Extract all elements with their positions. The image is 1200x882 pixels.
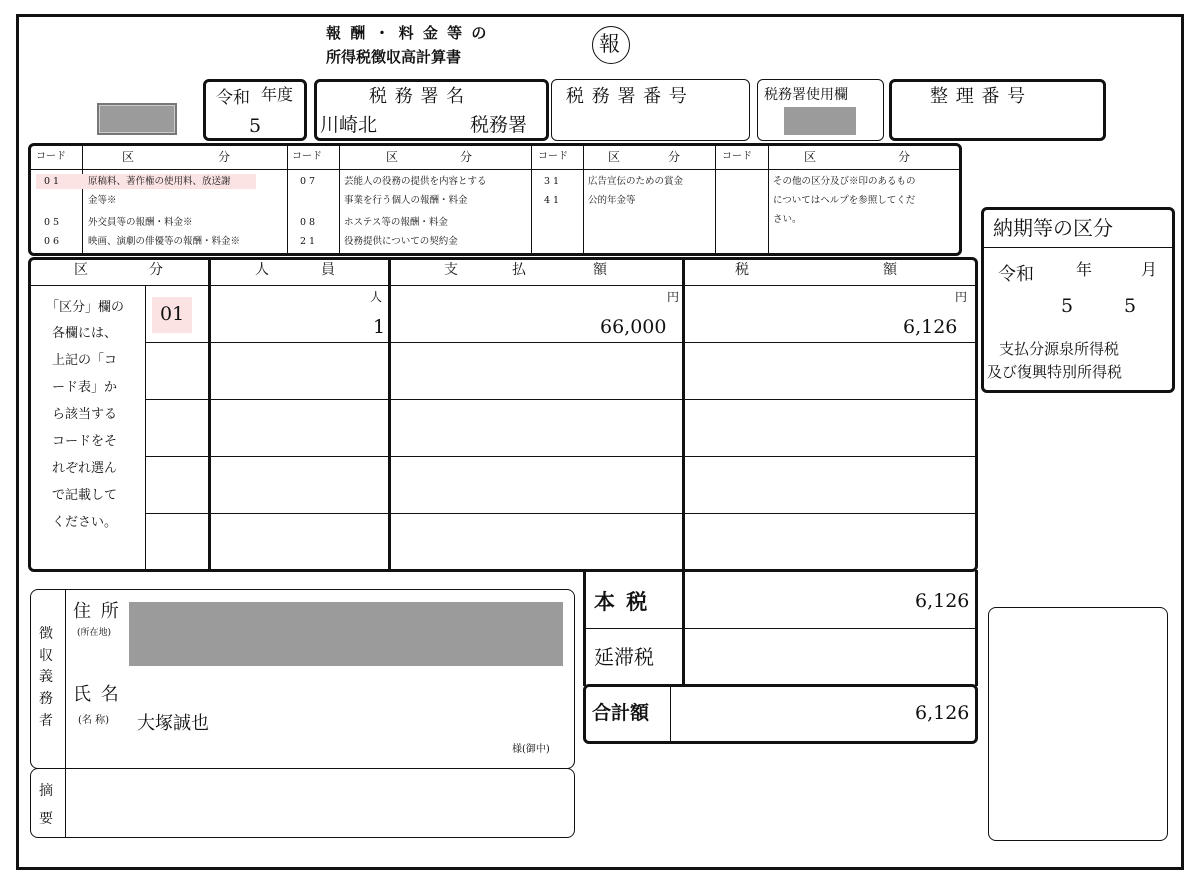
office-use-label: 税務署使用欄 (764, 87, 848, 103)
period-month-label: 月 (1141, 260, 1158, 279)
code-cell: 06 (44, 236, 63, 247)
code-desc: 金等※ (88, 195, 117, 206)
code-desc: ホステス等の報酬・料金 (344, 217, 448, 228)
honorific: 様(御中) (512, 744, 550, 755)
period-year[interactable]: 5 (1061, 295, 1074, 317)
code-desc: 公的年金等 (588, 195, 636, 206)
code-desc: その他の区分及び※印のあるもの (773, 176, 916, 187)
period-desc-2: 及び復興特別所得税 (987, 363, 1123, 381)
era-label: 令和 (216, 88, 250, 108)
code-cell: 01 (44, 176, 63, 187)
code-cell: 07 (300, 176, 319, 187)
payment-unit: 円 (667, 290, 680, 304)
row1-payment[interactable]: 66,000 (600, 316, 667, 338)
code-header-4: コード (722, 151, 752, 162)
period-year-label: 年 (1076, 260, 1093, 279)
header-pay-1: 支 (444, 262, 458, 278)
bun-header-2: 分 (460, 150, 473, 164)
delinquent-tax-label: 延滞税 (594, 645, 654, 669)
tax-office-number-label: 税 務 署 番 号 (566, 86, 688, 107)
header-people-1: 人 (255, 262, 269, 278)
code-cell: 41 (544, 195, 563, 206)
withholder-side-label: 徴 収 義 務 者 (39, 626, 53, 729)
note-line: ら該当する (52, 407, 118, 422)
tax-unit: 円 (955, 290, 968, 304)
address-redacted (129, 602, 563, 666)
note-line: 「区分」欄の (46, 300, 125, 315)
code-cell: 08 (300, 217, 319, 228)
address-label: 住 所 (73, 601, 121, 622)
bun-header-3: 分 (668, 150, 681, 164)
code-cell: 21 (300, 236, 319, 247)
kubun-header-4: 区 (804, 150, 817, 164)
code-cell: 31 (544, 176, 563, 187)
code-desc: についてはヘルプを参照してくだ (773, 195, 916, 206)
fiscal-year-value[interactable]: 5 (249, 115, 262, 137)
tax-office-label: 税 務 署 名 (369, 86, 466, 107)
header-pay-2: 払 (512, 262, 526, 278)
name-sub: (名 称) (78, 715, 109, 726)
note-line: 上記の「コ (52, 353, 118, 368)
address-sub: (所在地) (77, 628, 112, 638)
payment-period-title: 納期等の区分 (993, 216, 1113, 240)
header-kubun: 区 (74, 262, 88, 278)
code-desc: 映画、演劇の俳優等の報酬・料金※ (88, 236, 241, 247)
note-line: で記載して (52, 488, 118, 503)
name-label: 氏 名 (73, 684, 121, 705)
note-line: れぞれ選ん (52, 461, 118, 476)
form-title-line1: 報 酬 ・ 料 金 等 の (326, 24, 489, 42)
remarks-side-label: 摘 要 (39, 783, 53, 827)
kubun-header-1: 区 (122, 150, 135, 164)
row1-code[interactable]: 01 (160, 303, 185, 325)
tax-office-suffix: 税務署 (470, 114, 528, 136)
kubun-header-2: 区 (386, 150, 399, 164)
total-label: 合計額 (592, 702, 650, 724)
name-value[interactable]: 大塚誠也 (137, 713, 209, 734)
code-header-3: コード (538, 151, 568, 162)
period-era: 令和 (998, 264, 1034, 285)
blank-box (988, 607, 1168, 841)
code-cell: 05 (44, 217, 63, 228)
code-desc: さい。 (773, 214, 802, 225)
office-use-redacted (784, 107, 856, 135)
redacted-box (97, 103, 177, 135)
people-unit: 人 (370, 290, 383, 304)
main-tax-label: 本 税 (594, 589, 650, 614)
period-month[interactable]: 5 (1124, 295, 1137, 317)
header-people-2: 員 (321, 262, 335, 278)
note-line: ード表」か (52, 380, 118, 395)
header-bun: 分 (149, 262, 163, 278)
code-desc: 広告宣伝のための賞金 (588, 176, 684, 187)
tax-office-name[interactable]: 川崎北 (320, 114, 378, 136)
code-header-1: コード (36, 151, 66, 162)
form-title-line2: 所得税徴収高計算書 (326, 48, 462, 66)
row1-tax[interactable]: 6,126 (903, 316, 958, 338)
fiscal-year-label: 年度 (261, 85, 294, 104)
header-pay-3: 額 (593, 262, 607, 278)
code-desc: 芸能人の役務の提供を内容とする (344, 176, 487, 187)
stamp-label: 報 (599, 32, 620, 56)
code-desc: 外交員等の報酬・料金※ (88, 217, 193, 228)
remarks-box (30, 768, 575, 838)
period-desc-1: 支払分源泉所得税 (999, 340, 1120, 358)
note-line: 各欄には、 (52, 326, 118, 341)
note-line: コードをそ (52, 434, 118, 449)
code-desc: 役務提供についての契約金 (344, 236, 458, 247)
kubun-header-3: 区 (608, 150, 621, 164)
row1-people[interactable]: 1 (373, 316, 386, 338)
code-desc: 事業を行う個人の報酬・料金 (344, 195, 468, 206)
bun-header-1: 分 (218, 150, 231, 164)
main-tax-value[interactable]: 6,126 (915, 590, 970, 612)
header-tax-1: 税 (735, 262, 749, 278)
bun-header-4: 分 (898, 150, 911, 164)
code-desc: 原稿料、著作権の使用料、放送謝 (88, 176, 231, 187)
reference-number-label: 整 理 番 号 (930, 86, 1027, 107)
code-header-2: コード (292, 151, 322, 162)
total-value[interactable]: 6,126 (915, 702, 970, 724)
header-tax-2: 額 (883, 262, 897, 278)
note-line: ください。 (52, 515, 118, 530)
